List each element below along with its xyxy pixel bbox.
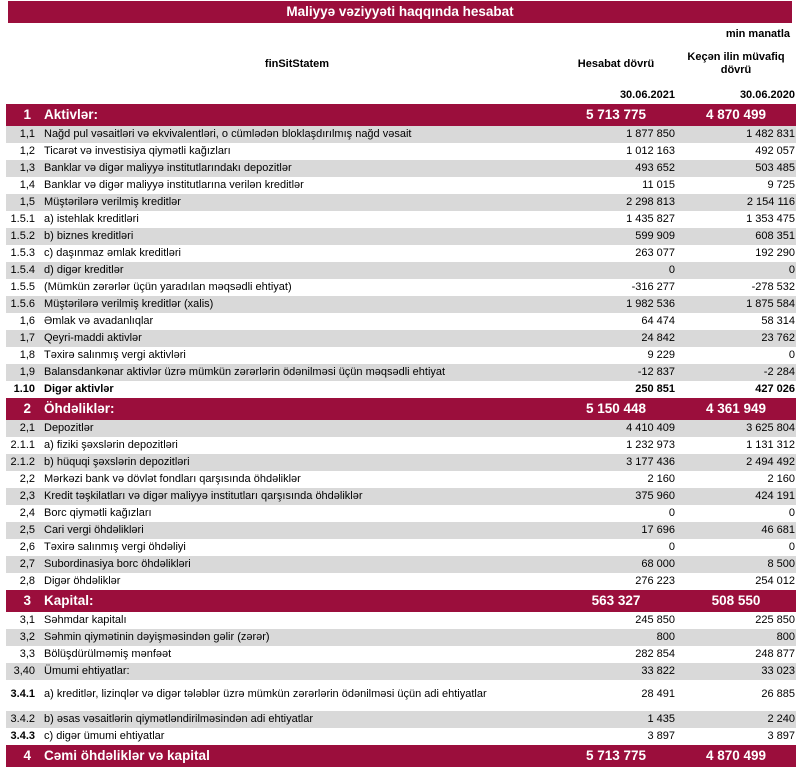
row-value-prior: 58 314 [761,315,795,327]
row-number: 2,3 [19,490,35,502]
table-row [6,420,796,437]
unit-note: min manatla [725,28,790,40]
row-value-prior: 1 875 584 [746,298,795,310]
column-header-current-period: Hesabat dövrü [577,57,655,70]
row-label: Subordinasiya borc öhdəlikləri [44,558,191,570]
row-label: Borc qiymətli kağızları [44,507,152,519]
column-header-prior-period: Keçən ilin müvafiq dövrü [687,51,785,76]
section-value-current: 5 713 775 [585,107,647,122]
row-value-current: 493 652 [635,162,675,174]
row-label: b) biznes kreditləri [44,230,134,242]
row-label: c) digər ümumi ehtiyatlar [44,730,165,742]
row-value-current: 276 223 [635,575,675,587]
row-label: (Mümkün zərərlər üçün yaradılan məqsədli ehtiyat) [44,281,292,293]
row-value-prior: 3 625 804 [746,422,795,434]
prior-period-date: 30.06.2020 [739,89,795,101]
table-row [6,126,796,143]
row-label: Ticarət və investisiya qiymətli kağızları [44,145,231,157]
row-label: Digər öhdəliklər [44,575,121,587]
row-number: 1,1 [19,128,35,140]
row-value-prior: 0 [788,349,795,361]
table-row [6,686,796,703]
table-row [6,228,796,245]
row-label: Əmlak və avadanlıqlar [44,315,154,327]
row-value-prior: 2 154 116 [746,196,795,208]
row-number: 1.5.4 [10,264,35,276]
row-label: b) hüquqi şəxslərin depozitləri [44,456,190,468]
row-value-prior: 0 [788,264,795,276]
row-value-current: 3 897 [647,730,675,742]
section-number: 2 [23,401,31,416]
row-value-current: 4 410 409 [626,422,675,434]
statement-table [6,104,796,767]
section-value-current: 5 713 775 [585,748,647,763]
table-row [6,364,796,381]
section-label: Aktivlər: [44,107,99,122]
column-header-statement: finSitStatem [264,57,330,70]
row-label: Nağd pul vəsaitləri və ekvivalentləri, o cümlədən bloklaşdırılmış nağd vəsait [44,128,412,140]
row-number: 2,2 [19,473,35,485]
table-row [6,612,796,629]
row-value-current: 3 177 436 [626,456,675,468]
row-label: Banklar və digər maliyyə institutlarına verilən kreditlər [44,179,304,191]
table-row [6,279,796,296]
row-label: Digər aktivlər [44,383,114,395]
row-label: Səhmin qiymətinin dəyişməsindən gəlir (zərər) [44,631,270,643]
row-value-current: 800 [656,631,675,643]
row-value-current: 375 960 [635,490,675,502]
table-row [6,262,796,279]
table-row [6,143,796,160]
row-label: Bölüşdürülməmiş mənfəət [44,648,172,660]
table-row [6,711,796,728]
row-value-current: 599 909 [635,230,675,242]
row-value-prior: 23 762 [761,332,795,344]
section-total-row [6,590,796,612]
row-number: 1,9 [19,366,35,378]
row-number: 2,8 [19,575,35,587]
row-number: 1,6 [19,315,35,327]
row-value-prior: 33 023 [761,665,795,677]
table-row [6,211,796,228]
table-row [6,471,796,488]
row-number: 2,6 [19,541,35,553]
row-value-current: 11 015 [642,179,675,191]
row-value-current: 68 000 [641,558,675,570]
row-value-current: 0 [668,541,675,553]
row-value-current: 263 077 [635,247,675,259]
row-number: 1.5.3 [10,247,35,259]
row-value-prior: 0 [788,507,795,519]
row-number: 2,7 [19,558,35,570]
table-row [6,296,796,313]
table-row [6,313,796,330]
row-value-current: 1 012 163 [626,145,675,157]
row-value-current: 0 [668,507,675,519]
row-label: Müştərilərə verilmiş kreditlər [44,196,181,208]
section-value-prior: 4 870 499 [705,748,767,763]
row-number: 2,5 [19,524,35,536]
row-value-prior: 1 131 312 [746,439,795,451]
report-title: Maliyyə vəziyyəti haqqında hesabat [286,4,514,19]
section-label: Kapital: [44,593,94,608]
row-number: 1.5.6 [10,298,35,310]
row-label: Mərkəzi bank və dövlət fondları qarşısında öhdəliklər [44,473,301,485]
row-label: Ümumi ehtiyatlar: [44,665,130,677]
table-row [6,330,796,347]
row-value-prior: -2 284 [763,366,795,378]
row-label: Cari vergi öhdəlikləri [44,524,144,536]
row-number: 3,40 [13,665,35,677]
section-number: 3 [23,593,31,608]
row-number: 2.1.2 [10,456,35,468]
row-label: a) istehlak kreditləri [44,213,139,225]
row-value-current: 1 877 850 [626,128,675,140]
table-row [6,437,796,454]
table-row [6,194,796,211]
row-label: Kredit təşkilatları və digər maliyyə institutları qarşısında öhdəliklər [44,490,363,502]
row-value-current: 24 842 [641,332,675,344]
table-row [6,488,796,505]
row-value-current: 0 [668,264,675,276]
section-total-row [6,104,796,126]
row-number: 2,4 [19,507,35,519]
section-value-prior: 508 550 [711,593,761,608]
section-value-current: 5 150 448 [585,401,647,416]
row-number: 3.4.3 [10,730,35,742]
table-row [6,646,796,663]
row-number: 2,1 [19,422,35,434]
row-number: 1,5 [19,196,35,208]
row-label: Qeyri-maddi aktivlər [44,332,142,344]
row-value-prior: 0 [788,541,795,553]
row-number: 2.1.1 [10,439,35,451]
row-value-prior: 800 [776,631,795,643]
row-number: 1,2 [19,145,35,157]
row-value-current: 2 160 [647,473,675,485]
row-label: Balansdankənar aktivlər üzrə mümkün zərərlərin ödənilməsi üçün məqsədli ehtiyat [44,366,446,378]
table-row [6,556,796,573]
section-number: 1 [23,107,31,122]
row-value-prior: 9 725 [767,179,795,191]
row-number: 3.4.2 [10,713,35,725]
row-value-prior: 8 500 [767,558,795,570]
row-value-prior: 26 885 [761,688,795,700]
row-value-current: 17 696 [641,524,675,536]
table-row [6,663,796,680]
row-label: Banklar və digər maliyyə institutlarındakı depozitlər [44,162,292,174]
row-value-current: 2 298 813 [626,196,675,208]
row-label: Səhmdar kapitalı [44,614,127,626]
row-number: 3,2 [19,631,35,643]
row-value-prior: 427 026 [755,383,795,395]
row-label: c) daşınmaz əmlak kreditləri [44,247,181,259]
row-value-current: -316 277 [631,281,675,293]
table-row [6,728,796,745]
row-value-prior: 424 191 [755,490,795,502]
current-period-date: 30.06.2021 [619,89,675,101]
table-row [6,381,796,398]
table-row [6,347,796,364]
row-value-prior: -278 532 [751,281,795,293]
row-value-prior: 2 160 [767,473,795,485]
row-number: 1,7 [19,332,35,344]
table-row [6,245,796,262]
table-row [6,629,796,646]
row-value-current: 1 982 536 [626,298,675,310]
table-row [6,573,796,590]
table-row [6,177,796,194]
row-label: d) digər kreditlər [44,264,124,276]
row-number: 3.4.1 [10,688,35,700]
row-value-current: 9 229 [647,349,675,361]
row-number: 1.10 [13,383,35,395]
row-value-current: 64 474 [641,315,675,327]
row-label: b) əsas vəsaitlərin qiymətləndirilməsindən adi ehtiyatlar [44,713,314,725]
row-label: a) kreditlər, lizinqlər və digər tələblər üzrə mümkün zərərlərin ödənilməsi üçün adi ehtiyatlar [44,688,487,700]
row-label: Təxirə salınmış vergi aktivləri [44,349,186,361]
row-value-prior: 46 681 [761,524,795,536]
row-number: 3,3 [19,648,35,660]
row-value-prior: 1 353 475 [746,213,795,225]
row-value-prior: 2 494 492 [746,456,795,468]
section-label: Öhdəliklər: [44,401,115,416]
row-value-current: 1 435 827 [626,213,675,225]
table-row [6,539,796,556]
row-label: Müştərilərə verilmiş kreditlər (xalis) [44,298,214,310]
row-value-prior: 608 351 [755,230,795,242]
row-number: 1.5.2 [10,230,35,242]
section-value-prior: 4 361 949 [705,401,767,416]
section-value-prior: 4 870 499 [705,107,767,122]
row-number: 1,8 [19,349,35,361]
row-number: 1.5.5 [10,281,35,293]
row-value-prior: 225 850 [755,614,795,626]
row-number: 1,4 [19,179,35,191]
row-value-prior: 3 897 [767,730,795,742]
report-title-bar [8,1,792,23]
row-value-current: 1 435 [647,713,675,725]
row-value-prior: 1 482 831 [746,128,795,140]
section-label: Cəmi öhdəliklər və kapital [44,748,210,763]
row-label: a) fiziki şəxslərin depozitləri [44,439,178,451]
section-number: 4 [23,748,31,763]
row-number: 3,1 [19,614,35,626]
section-value-current: 563 327 [591,593,641,608]
column-headers [6,41,796,87]
row-number: 1,3 [19,162,35,174]
section-total-row [6,745,796,767]
row-value-prior: 503 485 [755,162,795,174]
dates-row [6,87,796,104]
table-row [6,454,796,471]
row-value-current: 282 854 [635,648,675,660]
row-value-current: -12 837 [637,366,675,378]
row-value-current: 245 850 [635,614,675,626]
row-value-prior: 254 012 [755,575,795,587]
table-row [6,522,796,539]
row-value-prior: 248 877 [755,648,795,660]
row-label: Depozitlər [44,422,94,434]
row-value-prior: 492 057 [755,145,795,157]
row-value-current: 28 491 [641,688,675,700]
row-value-current: 1 232 973 [626,439,675,451]
row-value-current: 250 851 [635,383,675,395]
row-value-current: 33 822 [641,665,675,677]
row-value-prior: 192 290 [755,247,795,259]
section-total-row [6,398,796,420]
row-value-prior: 2 240 [767,713,795,725]
table-row [6,505,796,522]
row-number: 1.5.1 [10,213,35,225]
row-label: Təxirə salınmış vergi öhdəliyi [44,541,186,553]
table-row [6,160,796,177]
